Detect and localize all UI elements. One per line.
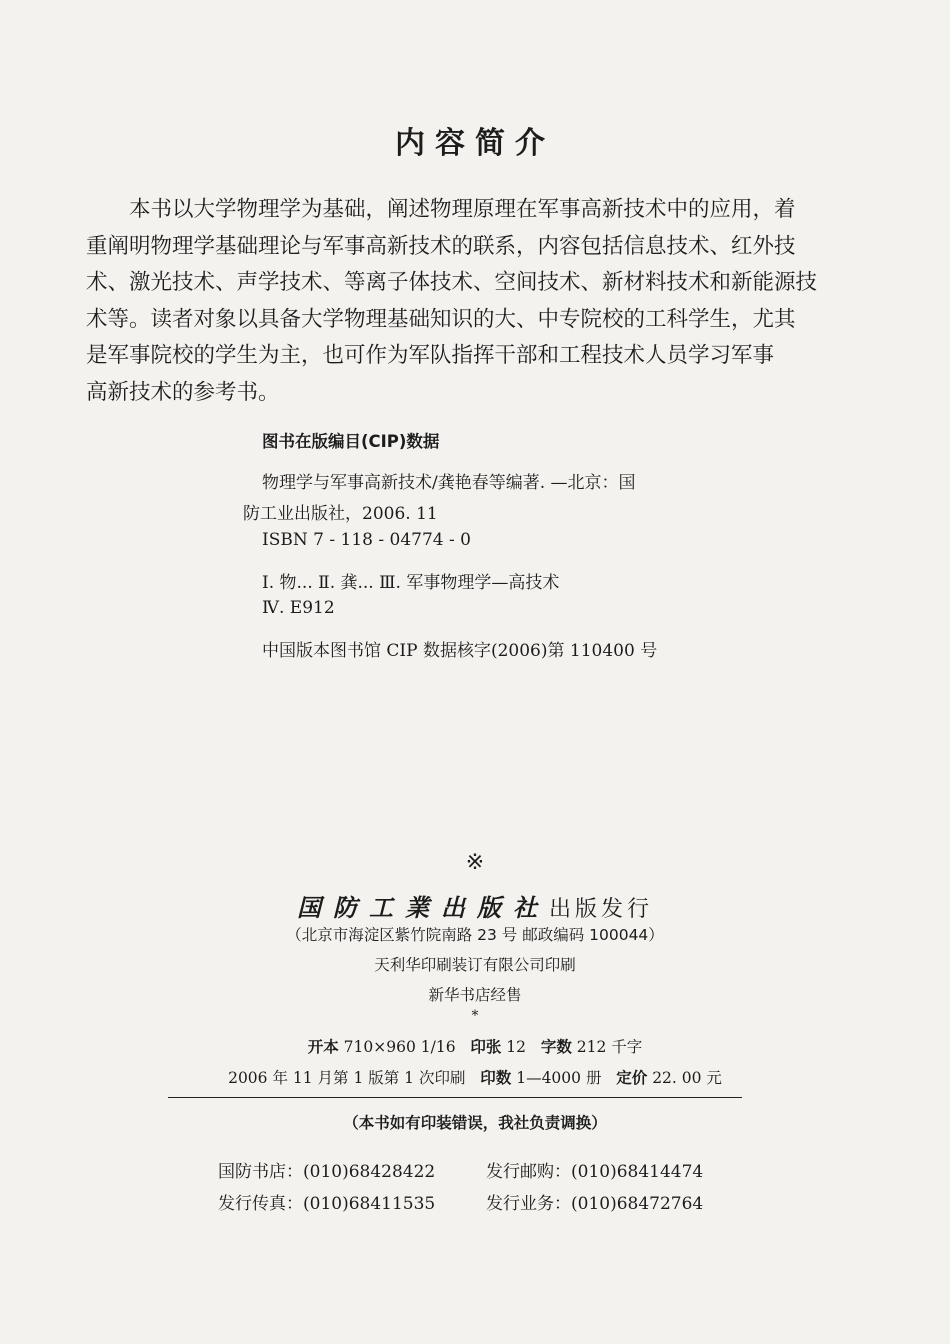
print-count-value: 1—4000 册	[516, 1069, 602, 1087]
divider-rule	[168, 1097, 742, 1098]
publisher-logo: 国防工業出版社	[296, 893, 549, 922]
price-label: 定价	[616, 1069, 648, 1087]
separator-mark: *	[471, 1008, 479, 1024]
publisher-address: （北京市海淀区紫竹院南路 23 号 邮政编码 100044）	[286, 926, 664, 944]
cip-publisher-line: 防工业出版社，2006. 11	[243, 504, 438, 524]
intro-line: 重阐明物理学基础理论与军事高新技术的联系，内容包括信息技术、红外技	[86, 233, 796, 259]
format-value: 710×960 1/16	[343, 1038, 456, 1056]
sheets-value: 12	[506, 1038, 527, 1056]
cip-classification: Ⅳ. E912	[262, 598, 335, 618]
cip-subjects: Ⅰ. 物... Ⅱ. 龚... Ⅲ. 军事物理学—高技术	[262, 573, 560, 593]
cip-isbn: ISBN 7 - 118 - 04774 - 0	[262, 530, 471, 550]
cip-record-number: 中国版本图书馆 CIP 数据核字(2006)第 110400 号	[262, 641, 658, 661]
intro-line: 术等。读者对象以具备大学物理基础知识的大、中专院校的工科学生，尤其	[86, 306, 796, 332]
words-label: 字数	[540, 1038, 572, 1056]
words-value: 212 千字	[576, 1038, 643, 1056]
ornament-mark: ※	[465, 850, 485, 875]
edition-specs	[0, 1066, 950, 1088]
contact-business: 发行业务：(010)68472764	[486, 1194, 704, 1214]
intro-line: 高新技术的参考书。	[86, 379, 280, 405]
seller-line: 新华书店经售	[428, 986, 522, 1004]
replacement-notice: （本书如有印装错误，我社负责调换）	[343, 1114, 607, 1132]
contact-fax: 发行传真：(010)68411535	[218, 1194, 436, 1214]
intro-line: 术、激光技术、声学技术、等离子体技术、空间技术、新材料技术和新能源技	[86, 270, 818, 295]
intro-paragraph	[86, 192, 818, 411]
contact-bookstore: 国防书店：(010)68428422	[218, 1162, 436, 1182]
page-title: 内容简介	[395, 126, 555, 161]
publisher-line	[0, 888, 950, 923]
contact-mail-order: 发行邮购：(010)68414474	[486, 1162, 704, 1182]
intro-line: 本书以大学物理学为基础，阐述物理原理在军事高新技术中的应用，着	[129, 197, 796, 222]
edition-info: 2006 年 11 月第 1 版第 1 次印刷	[228, 1069, 466, 1087]
price-value: 22. 00 元	[652, 1069, 722, 1087]
publisher-suffix: 出版发行	[548, 897, 653, 922]
printer-line: 天利华印刷装订有限公司印刷	[374, 956, 576, 974]
format-label: 开本	[307, 1038, 339, 1056]
sheets-label: 印张	[470, 1038, 502, 1056]
print-count-label: 印数	[480, 1069, 512, 1087]
cip-title-line: 物理学与军事高新技术/龚艳春等编著. —北京：国	[262, 473, 636, 493]
format-specs	[0, 1035, 950, 1057]
intro-line: 是军事院校的学生为主，也可作为军队指挥干部和工程技术人员学习军事	[86, 343, 775, 368]
cip-heading: 图书在版编目(CIP)数据	[262, 432, 440, 451]
